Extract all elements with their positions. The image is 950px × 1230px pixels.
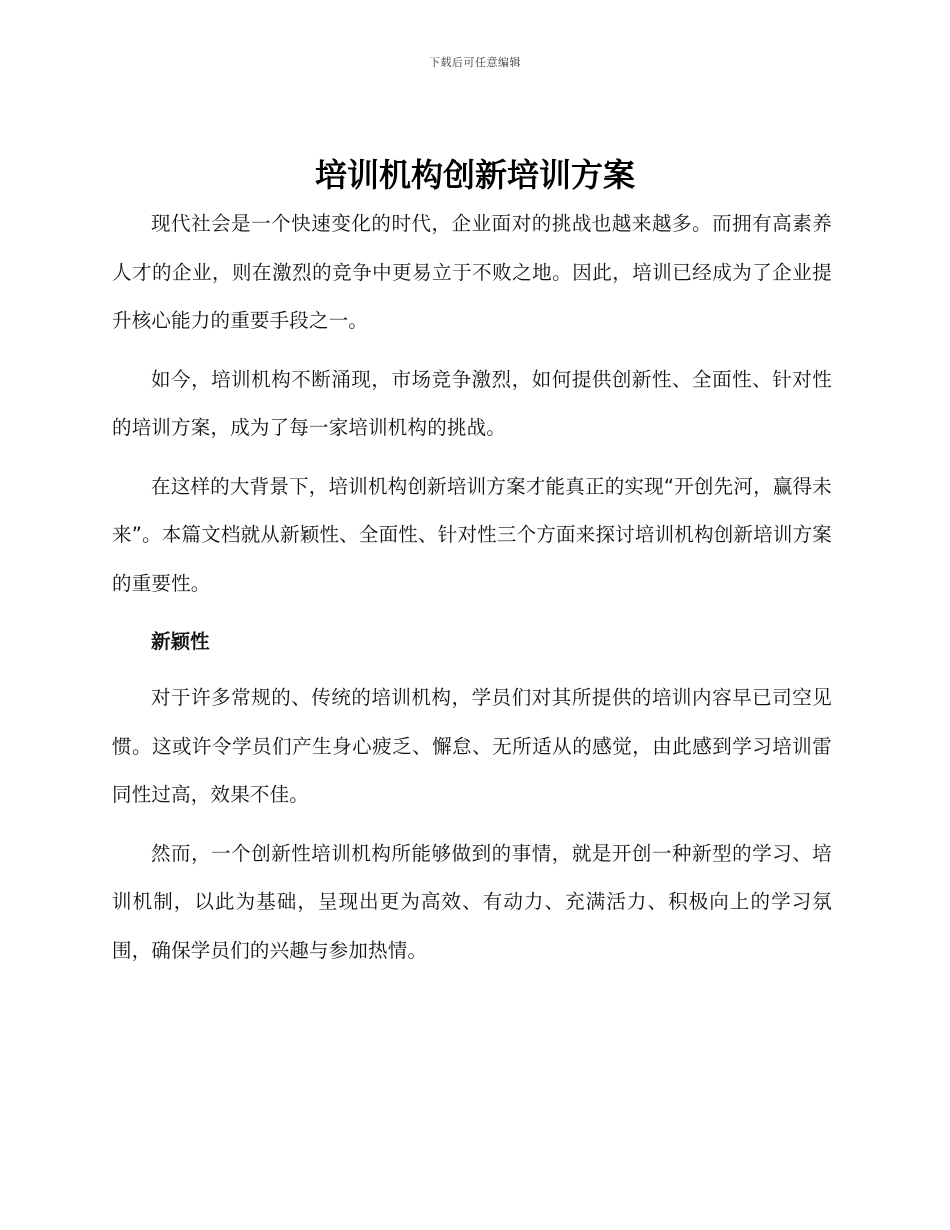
header-note: 下载后可任意编辑 [429,56,521,69]
paragraph-market: 如今，培训机构不断涌现，市场竞争激烈，如何提供创新性、全面性、针对性的培训方案，成为了每一家培训机构的挑战。 [112,367,832,439]
paragraph-background: 在这样的大背景下，培训机构创新培训方案才能真正的实现“开创先河，赢得未来”。本篇文档就从新颖性、全面性、针对性三个方面来探讨培训机构创新培训方案的重要性。 [112,474,832,595]
paragraph-intro: 现代社会是一个快速变化的时代，企业面对的挑战也越来越多。而拥有高素养人才的企业，则在激烈的竞争中更易立于不败之地。因此，培训已经成为了企业提升核心能力的重要手段之一。 [112,212,832,332]
document-body [112,200,832,985]
section-heading: 新颖性 [151,630,210,653]
paragraph-novelty-1: 对于许多常规的、传统的培训机构，学员们对其所提供的培训内容早已司空见惯。这或许令学员们产生身心疲乏、懈怠、无所适从的感觉，由此感到学习培训雷同性过高，效果不佳。 [112,686,832,806]
paragraph-novelty-2: 然而，一个创新性培训机构所能够做到的事情，就是开创一种新型的学习、培训机制，以此为基础，呈现出更为高效、有动力、充满活力、积极向上的学习氛围，确保学员们的兴趣与参加热情。 [112,841,832,962]
document-title: 培训机构创新培训方案 [314,156,635,194]
